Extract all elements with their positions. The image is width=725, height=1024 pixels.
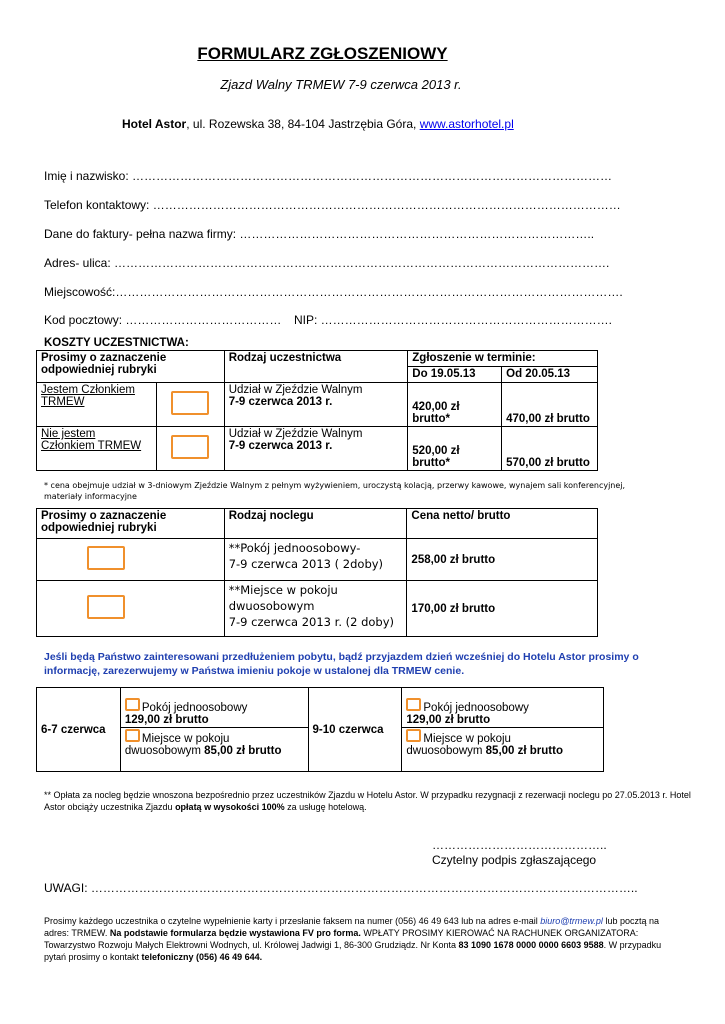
signature-line[interactable]: …………………………………….. <box>432 838 607 852</box>
header-until: Do 19.05.13 <box>408 367 502 383</box>
contact-phone: telefoniczny (056) 46 49 644. <box>141 952 263 962</box>
double-label: Miejsce w pokoju <box>141 733 230 745</box>
header-deadline: Zgłoszenie w terminie: <box>408 351 598 367</box>
postal-code-field[interactable]: Kod pocztowy: ………………………………… <box>44 313 282 327</box>
lodging-footnote: ** Opłata za nocleg będzie wnoszona bezpośrednio przez uczestników Zjazdu w Hotelu Astor. W przypadku rezygnacji z rezerwacji noclegu po 27.05.2013 r. Hotel Astor obciąży uczestnika Zjazdu opłatą w wysokości 100% za usługę hotelową. <box>44 790 691 812</box>
participation-table <box>36 350 598 471</box>
signature-label: Czytelny podpis zgłaszającego <box>432 853 597 867</box>
phone-field[interactable]: Telefon kontaktowy: ……………………………………………………………………………………………………… <box>44 198 621 212</box>
type-dates: 7-9 czerwca 2013 r. <box>228 396 333 408</box>
hotel-address: , ul. Rozewska 38, 84-104 Jastrzębia Góra, <box>186 117 420 131</box>
table-row <box>37 383 598 427</box>
type-dates: 7-9 czerwca 2013 r. <box>228 440 333 452</box>
header-from: Od 20.05.13 <box>502 367 598 383</box>
email-link[interactable]: biuro@trmew.pl <box>540 916 603 926</box>
extra-single-after-checkbox[interactable] <box>406 698 421 711</box>
hotel-line <box>122 117 514 131</box>
instructions: Prosimy każdego uczestnika o czytelne wypełnienie karty i przesłanie faksem na numer (056) 46 49 643 lub na adres e-mail biuro@trmew.pl lub pocztą na adres: TRMEW. Na podstawie formularza będzie wystawiona FV pro forma. WPŁATY PROSIMY KIEROWAĆ NA RACHUNEK ORGANIZATORA: Towarzystwo Rozwoju Małych Elektrowni Wodnych, ul. Królowej Jadwigi 1, 86-300 Grudziądz. Nr Konta 83 1090 1678 0000 0000 6603 9588. W przypadku pytań prosimy o kontakt telefoniczny (056) 46 49 644. <box>44 916 662 962</box>
double-label: dwuosobowym <box>406 745 486 757</box>
header-mark: Prosimy o zaznaczenie odpowiedniej rubryki <box>37 351 225 383</box>
double-price: 85,00 zł brutto <box>204 745 282 757</box>
extra-dates-after: 9-10 czerwca <box>308 688 402 772</box>
type-label: Udział w Zjeździe Walnym <box>228 428 363 440</box>
non-member-checkbox[interactable] <box>171 435 209 459</box>
table-row <box>37 581 598 637</box>
extra-single-before-checkbox[interactable] <box>125 698 140 711</box>
type-label: Udział w Zjeździe Walnym <box>228 384 363 396</box>
lodging-table <box>36 508 598 637</box>
double-label: Miejsce w pokoju <box>423 733 511 745</box>
table-row <box>37 539 598 581</box>
table-row <box>37 427 598 471</box>
lodging-header-type: Rodzaj noclegu <box>224 509 407 539</box>
double-room-checkbox[interactable] <box>87 595 125 619</box>
double-room-price: 170,00 zł brutto <box>407 581 598 637</box>
single-price: 129,00 zł brutto <box>406 714 491 726</box>
single-room-checkbox[interactable] <box>87 546 125 570</box>
single-room-price: 258,00 zł brutto <box>407 539 598 581</box>
single-label: Pokój jednoosobowy <box>141 702 248 714</box>
double-room-type: **Miejsce w pokoju dwuosobowym 7-9 czerwca 2013 r. (2 doby) <box>224 581 407 637</box>
single-label: Pokój jednoosobowy <box>423 702 529 714</box>
member-checkbox[interactable] <box>171 391 209 415</box>
double-label: dwuosobowym <box>124 745 205 757</box>
city-field[interactable]: Miejscowość:………………………………………………………………………………………………………………. <box>44 285 623 299</box>
name-field[interactable]: Imię i nazwisko: ………………………………………………………………………………………………………… <box>44 169 613 183</box>
form-title: FORMULARZ ZGŁOSZENIOWY <box>197 44 448 63</box>
price-late: 470,00 zł brutto <box>502 383 598 427</box>
lodging-header-mark: Prosimy o zaznaczenie odpowiedniej rubryki <box>37 509 225 539</box>
costs-heading: KOSZTY UCZESTNICTWA: <box>44 337 189 349</box>
lodging-header-price: Cena netto/ brutto <box>407 509 598 539</box>
nip-field[interactable]: NIP: ………………………………………………………………. <box>294 313 613 327</box>
bank-account: 83 1090 1678 0000 0000 6603 9588 <box>458 940 604 950</box>
extra-dates-before: 6-7 czerwca <box>37 688 121 772</box>
single-price: 129,00 zł brutto <box>124 714 209 726</box>
non-member-label: Nie jestem Członkiem TRMEW <box>37 427 157 471</box>
invoice-field[interactable]: Dane do faktury- pełna nazwa firmy: …………………………………………………………………………….. <box>44 227 595 241</box>
remarks-field[interactable]: UWAGI: ……………………………………………………………………………………………………………………….. <box>44 881 638 895</box>
price-early: 520,00 zł brutto* <box>408 427 502 471</box>
participation-footnote: * cena obejmuje udział w 3-dniowym Zjeździe Walnym z pełnym wyżywieniem, uroczystą kolacją, przerwy kawowe, wynajem sali konferencyjnej, materiały informacyjne <box>44 481 626 501</box>
hotel-website-link[interactable]: www.astorhotel.pl <box>419 117 514 131</box>
extension-notice: Jeśli będą Państwo zainteresowani przedłużeniem pobytu, bądź przyjazdem dzień wcześniej do Hotelu Astor prosimy o informację, zarezerwujemy w Państwa imieniu pokoje w ustalonej dla TRMEW cenie. <box>44 651 639 677</box>
price-early: 420,00 zł brutto* <box>408 383 502 427</box>
extra-double-after-checkbox[interactable] <box>406 729 421 742</box>
event-subtitle: Zjazd Walny TRMEW 7-9 czerwca 2013 r. <box>220 77 462 92</box>
extra-nights-table <box>36 687 604 772</box>
extra-double-before-checkbox[interactable] <box>125 729 140 742</box>
hotel-name: Hotel Astor <box>122 117 187 131</box>
price-late: 570,00 zł brutto <box>502 427 598 471</box>
single-room-type: **Pokój jednoosobowy- 7-9 czerwca 2013 ( 2doby) <box>224 539 407 581</box>
member-label: Jestem Członkiem TRMEW <box>37 383 157 427</box>
header-type: Rodzaj uczestnictwa <box>224 351 408 383</box>
street-field[interactable]: Adres- ulica: ……………………………………………………………………………………………………………. <box>44 256 610 270</box>
double-price: 85,00 zł brutto <box>485 745 563 757</box>
